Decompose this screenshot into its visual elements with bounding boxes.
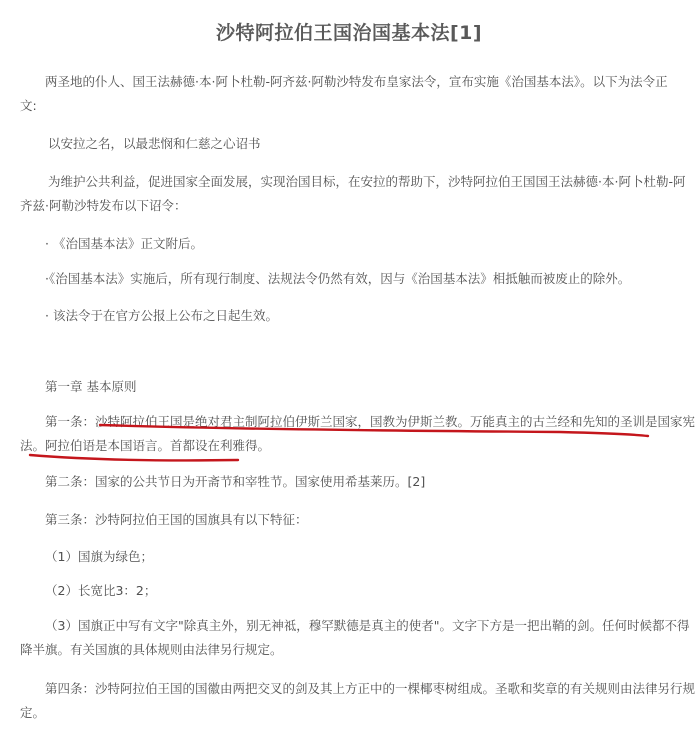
decree-item-1: · 《治国基本法》正文附后。 xyxy=(45,236,203,251)
document-title: 沙特阿拉伯王国治国基本法[1] xyxy=(215,22,483,44)
chapter-heading: 第一章 基本原则 xyxy=(45,379,137,394)
preamble-line-1: 为维护公共利益，促进国家全面发展，实现治国目标，在安拉的帮助下，沙特阿拉伯王国国王法赫德·本·阿卜杜勒-阿 xyxy=(48,174,686,189)
article-1-line-2: 法。阿拉伯语是本国语言。首都设在利雅得。 xyxy=(20,438,271,453)
article-3-item-3-line-1: （3）国旗正中写有文字"除真主外，别无神祗，穆罕默德是真主的使者"。文字下方是一把出鞘的剑。任何时候都不得 xyxy=(45,618,690,633)
article-2: 第二条：国家的公共节日为开斋节和宰牲节。国家使用希基莱历。[2] xyxy=(45,474,426,489)
article-4-line-1: 第四条：沙特阿拉伯王国的国徽由两把交叉的剑及其上方正中的一棵椰枣树组成。圣歌和奖章的有关规则由法律另行规 xyxy=(45,681,696,696)
decree-item-3: · 该法令于在官方公报上公布之日起生效。 xyxy=(45,308,278,323)
article-3-item-3-line-2: 降半旗。有关国旗的具体规则由法律另行规定。 xyxy=(20,642,283,657)
intro-paragraph-line-2: 文: xyxy=(20,98,37,113)
article-3-item-2: （2）长宽比3：2； xyxy=(45,583,157,598)
article-4-line-2: 定。 xyxy=(20,705,46,720)
article-3: 第三条：沙特阿拉伯王国的国旗具有以下特征： xyxy=(45,512,308,527)
article-1-line-1: 第一条：沙特阿拉伯王国是绝对君主制阿拉伯伊斯兰国家，国教为伊斯兰教。万能真主的古兰经和先知的圣训是国家宪 xyxy=(45,414,696,429)
invocation-line: 以安拉之名，以最悲悯和仁慈之心诏书 xyxy=(48,136,261,151)
decree-item-2: ·《治国基本法》实施后，所有现行制度、法规法令仍然有效，因与《治国基本法》相抵触而被废止的除外。 xyxy=(45,271,631,286)
article-3-item-1: （1）国旗为绿色； xyxy=(45,549,153,564)
intro-paragraph-line-1: 两圣地的仆人、国王法赫德·本·阿卜杜勒-阿齐兹·阿勒沙特发布皇家法令，宣布实施《治国基本法》。以下为法令正 xyxy=(45,74,668,89)
preamble-line-2: 齐兹·阿勒沙特发布以下诏令： xyxy=(20,198,187,213)
